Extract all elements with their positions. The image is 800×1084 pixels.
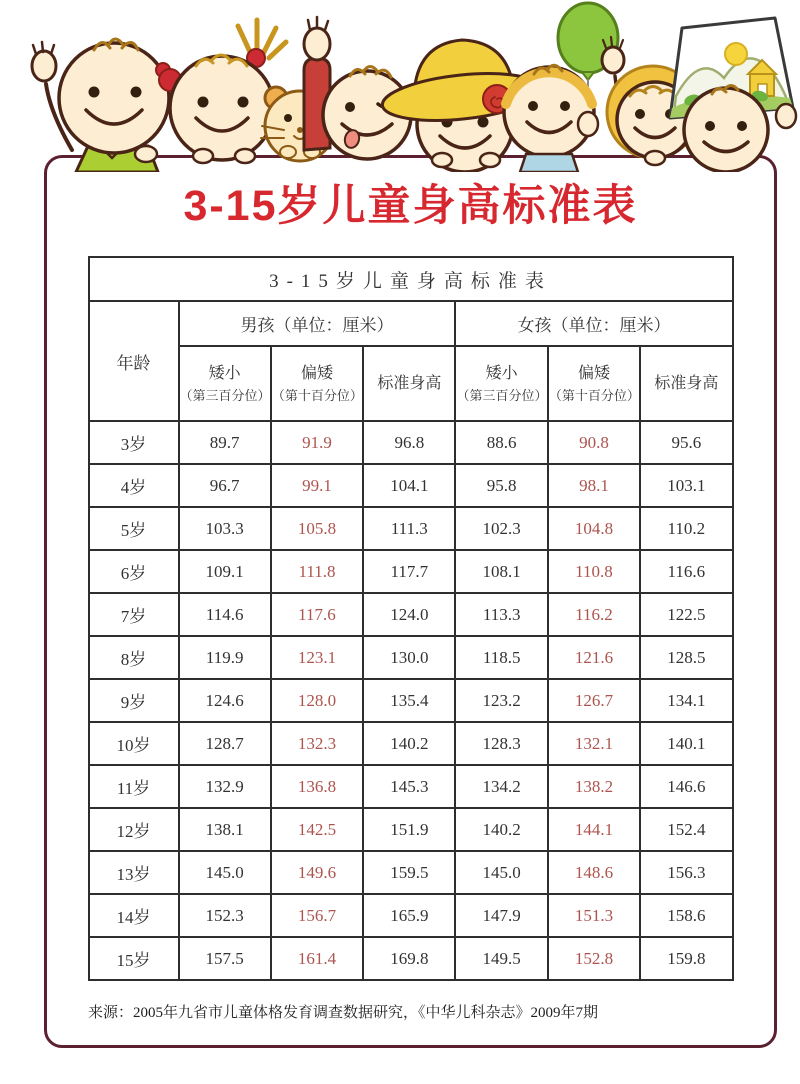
age-cell: 4岁 (89, 464, 179, 507)
boy-slightly-short-cell: 142.5 (271, 808, 363, 851)
girl-standard-cell: 156.3 (640, 851, 732, 894)
boy-standard-cell: 104.1 (363, 464, 455, 507)
table-row (89, 593, 733, 636)
boy-slightly-short-cell: 136.8 (271, 765, 363, 808)
subheader-title: 偏矮 (577, 365, 610, 383)
table-row (89, 421, 733, 464)
girl-short-cell: 88.6 (455, 421, 547, 464)
age-cell: 14岁 (89, 894, 179, 937)
boy-slightly-short-cell: 156.7 (271, 894, 363, 937)
boy-standard-cell: 96.8 (363, 421, 455, 464)
boy-short-cell: 128.7 (179, 722, 271, 765)
age-cell: 6岁 (89, 550, 179, 593)
age-cell: 12岁 (89, 808, 179, 851)
boy-short-cell: 96.7 (179, 464, 271, 507)
column-header-girl-slightly-short (548, 346, 640, 421)
girl-short-cell: 145.0 (455, 851, 547, 894)
boy-short-cell: 145.0 (179, 851, 271, 894)
girl-short-cell: 102.3 (455, 507, 547, 550)
girl-standard-cell: 158.6 (640, 894, 732, 937)
girl-slightly-short-cell: 90.8 (548, 421, 640, 464)
subheader-percentile: （第三百分位） (179, 388, 271, 404)
column-header-girls: 女孩（单位：厘米） (455, 301, 732, 346)
girl-standard-cell: 128.5 (640, 636, 732, 679)
table-row (89, 464, 733, 507)
table-title: 3-15岁儿童身高标准表 (89, 257, 733, 301)
boy-standard-cell: 111.3 (363, 507, 455, 550)
table-row (89, 636, 733, 679)
boy-slightly-short-cell: 111.8 (271, 550, 363, 593)
subheader-title: 矮小 (485, 365, 518, 383)
boy-slightly-short-cell: 128.0 (271, 679, 363, 722)
girl-slightly-short-cell: 152.8 (548, 937, 640, 980)
boy-short-cell: 103.3 (179, 507, 271, 550)
column-header-girl-standard (640, 346, 732, 421)
girl-slightly-short-cell: 98.1 (548, 464, 640, 507)
boy-standard-cell: 151.9 (363, 808, 455, 851)
boy-short-cell: 124.6 (179, 679, 271, 722)
table-row (89, 722, 733, 765)
boy-short-cell: 89.7 (179, 421, 271, 464)
column-header-age: 年龄 (89, 301, 179, 421)
column-header-boy-slightly-short (271, 346, 363, 421)
girl-slightly-short-cell: 132.1 (548, 722, 640, 765)
column-header-girl-short (455, 346, 547, 421)
girl-standard-cell: 116.6 (640, 550, 732, 593)
girl-standard-cell: 95.6 (640, 421, 732, 464)
table-row (89, 507, 733, 550)
boy-standard-cell: 169.8 (363, 937, 455, 980)
girl-slightly-short-cell: 148.6 (548, 851, 640, 894)
boy-standard-cell: 159.5 (363, 851, 455, 894)
subheader-title: 矮小 (208, 365, 241, 383)
girl-slightly-short-cell: 110.8 (548, 550, 640, 593)
picture-frame-boy-illustration (670, 18, 796, 172)
girl-slightly-short-cell: 144.1 (548, 808, 640, 851)
column-header-boy-standard (363, 346, 455, 421)
table-row (89, 765, 733, 808)
boy-slightly-short-cell: 91.9 (271, 421, 363, 464)
waving-boy-illustration (32, 39, 169, 172)
height-table-body (89, 421, 733, 980)
boy-slightly-short-cell: 105.8 (271, 507, 363, 550)
girl-short-cell: 113.3 (455, 593, 547, 636)
age-cell: 9岁 (89, 679, 179, 722)
table-row (89, 894, 733, 937)
column-header-boy-short (179, 346, 271, 421)
subheader-percentile: （第十百分位） (548, 388, 640, 404)
age-cell: 7岁 (89, 593, 179, 636)
boy-standard-cell: 165.9 (363, 894, 455, 937)
boy-standard-cell: 140.2 (363, 722, 455, 765)
group-header-row (89, 301, 733, 346)
table-row (89, 937, 733, 980)
subheader-title: 标准身高 (377, 374, 442, 392)
boy-standard-cell: 135.4 (363, 679, 455, 722)
sub-header-row (89, 346, 733, 421)
boy-slightly-short-cell: 99.1 (271, 464, 363, 507)
girl-short-cell: 134.2 (455, 765, 547, 808)
boy-standard-cell: 130.0 (363, 636, 455, 679)
boy-slightly-short-cell: 149.6 (271, 851, 363, 894)
boy-standard-cell: 124.0 (363, 593, 455, 636)
winking-boy-illustration (304, 17, 411, 159)
girl-standard-cell: 134.1 (640, 679, 732, 722)
girl-standard-cell: 103.1 (640, 464, 732, 507)
girl-slightly-short-cell: 104.8 (548, 507, 640, 550)
age-cell: 11岁 (89, 765, 179, 808)
age-cell: 15岁 (89, 937, 179, 980)
age-cell: 8岁 (89, 636, 179, 679)
girl-short-cell: 123.2 (455, 679, 547, 722)
height-table (88, 256, 734, 981)
boy-slightly-short-cell: 123.1 (271, 636, 363, 679)
balloon-boy-illustration (504, 3, 618, 172)
table-row (89, 550, 733, 593)
table-row (89, 851, 733, 894)
girl-slightly-short-cell: 151.3 (548, 894, 640, 937)
girl-short-cell: 108.1 (455, 550, 547, 593)
girl-short-cell: 147.9 (455, 894, 547, 937)
boy-short-cell: 138.1 (179, 808, 271, 851)
subheader-title: 偏矮 (300, 365, 333, 383)
girl-short-cell: 140.2 (455, 808, 547, 851)
boy-short-cell: 152.3 (179, 894, 271, 937)
girl-standard-cell: 152.4 (640, 808, 732, 851)
boy-short-cell: 119.9 (179, 636, 271, 679)
boy-slightly-short-cell: 117.6 (271, 593, 363, 636)
girl-standard-cell: 110.2 (640, 507, 732, 550)
content-card (44, 155, 777, 1048)
girl-slightly-short-cell: 126.7 (548, 679, 640, 722)
boy-short-cell: 109.1 (179, 550, 271, 593)
page-title: 3-15岁儿童身高标准表 (183, 182, 638, 230)
age-cell: 10岁 (89, 722, 179, 765)
boy-standard-cell: 117.7 (363, 550, 455, 593)
girl-short-cell: 95.8 (455, 464, 547, 507)
table-title-row (89, 257, 733, 301)
girl-short-cell: 149.5 (455, 937, 547, 980)
age-cell: 5岁 (89, 507, 179, 550)
girl-standard-cell: 159.8 (640, 937, 732, 980)
subheader-title: 标准身高 (654, 374, 719, 392)
girl-standard-cell: 146.6 (640, 765, 732, 808)
subheader-percentile: （第三百分位） (456, 388, 548, 404)
children-banner-illustration (0, 0, 800, 172)
girl-standard-cell: 140.1 (640, 722, 732, 765)
column-header-boys: 男孩（单位：厘米） (179, 301, 456, 346)
boy-standard-cell: 145.3 (363, 765, 455, 808)
subheader-percentile: （第十百分位） (271, 388, 363, 404)
boy-slightly-short-cell: 132.3 (271, 722, 363, 765)
boy-short-cell: 132.9 (179, 765, 271, 808)
girl-short-cell: 118.5 (455, 636, 547, 679)
girl-slightly-short-cell: 138.2 (548, 765, 640, 808)
age-cell: 13岁 (89, 851, 179, 894)
boy-short-cell: 157.5 (179, 937, 271, 980)
source-note: 来源：2005年九省市儿童体格发育调查数据研究，《中华儿科杂志》2009年7期 (88, 1005, 599, 1022)
table-row (89, 679, 733, 722)
girl-standard-cell: 122.5 (640, 593, 732, 636)
girl-slightly-short-cell: 116.2 (548, 593, 640, 636)
girl-slightly-short-cell: 121.6 (548, 636, 640, 679)
height-table-header (89, 257, 733, 421)
boy-short-cell: 114.6 (179, 593, 271, 636)
girl-short-cell: 128.3 (455, 722, 547, 765)
table-row (89, 808, 733, 851)
age-cell: 3岁 (89, 421, 179, 464)
boy-slightly-short-cell: 161.4 (271, 937, 363, 980)
